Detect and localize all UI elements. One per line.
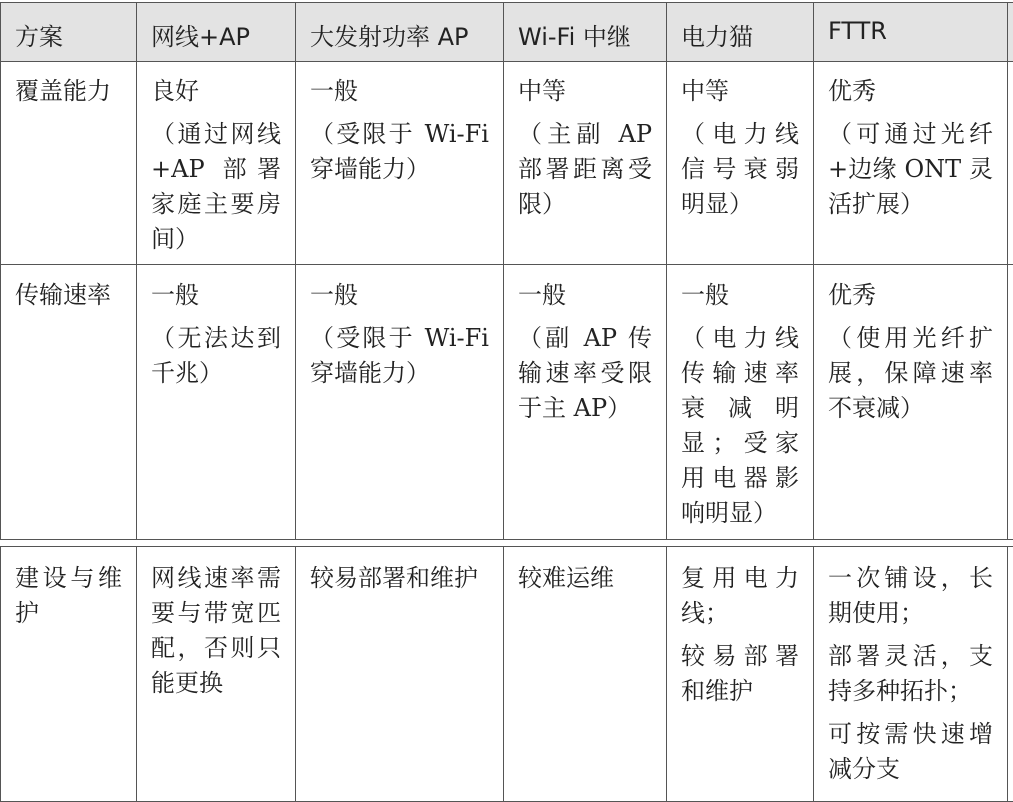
cell-note: （通过网线+AP 部署家庭主要房间） bbox=[151, 120, 281, 253]
cell-text: 网线速率需要与带宽匹配，否则只能更换 bbox=[151, 564, 281, 697]
table-row-speed bbox=[0, 264, 1013, 540]
cell-rating: 优秀 bbox=[828, 77, 876, 105]
cell-rating: 一般 bbox=[518, 281, 566, 309]
table-cell bbox=[504, 547, 667, 801]
cell-text: 较易部署和维护 bbox=[310, 564, 478, 592]
table-cell bbox=[296, 547, 504, 801]
cell-note: （主副 AP 部署距离受限） bbox=[518, 120, 652, 218]
cell-note: （受限于 Wi-Fi 穿墙能力） bbox=[310, 324, 489, 387]
cell-rating: 中等 bbox=[681, 77, 729, 105]
table-cell bbox=[814, 60, 1008, 264]
cell-note: （受限于 Wi-Fi 穿墙能力） bbox=[310, 120, 489, 183]
cell-text: 较易部署和维护 bbox=[681, 642, 799, 705]
table-cell bbox=[667, 547, 814, 801]
table-cell bbox=[296, 264, 504, 539]
cell-rating: 一般 bbox=[310, 77, 358, 105]
table-cell bbox=[504, 264, 667, 539]
table-cell bbox=[137, 547, 296, 801]
row-label-coverage bbox=[0, 60, 137, 264]
cell-text: 复用电力线； bbox=[681, 564, 799, 627]
row-label-speed bbox=[0, 264, 137, 539]
cell-rating: 中等 bbox=[518, 77, 566, 105]
table-row-deployment bbox=[0, 546, 1013, 802]
cell-note: （副 AP 传输速率受限于主 AP） bbox=[518, 324, 652, 422]
header-cell-high-power-ap: 大发射功率 AP bbox=[296, 3, 504, 61]
row-label-text: 覆盖能力 bbox=[15, 77, 111, 105]
cell-note: （电力线传输速率衰减明显；受家用电器影响明显） bbox=[681, 324, 799, 527]
row-label-text: 传输速率 bbox=[15, 281, 111, 309]
cell-note: （无法达到千兆） bbox=[151, 324, 281, 387]
table-header-row bbox=[0, 2, 1013, 62]
table-cell bbox=[667, 60, 814, 264]
cell-text: 一次铺设，长期使用； bbox=[828, 564, 993, 627]
cell-rating: 良好 bbox=[151, 77, 199, 105]
row-label-deployment bbox=[0, 547, 137, 801]
cell-note: （电力线信号衰弱明显） bbox=[681, 120, 799, 218]
cell-text: 较难运维 bbox=[518, 564, 614, 592]
cell-rating: 一般 bbox=[310, 281, 358, 309]
cell-text: 可按需快速增减分支 bbox=[828, 720, 993, 783]
header-cell-cable-ap: 网线+AP bbox=[137, 3, 296, 61]
cell-note: （可通过光纤+边缘 ONT 灵活扩展） bbox=[828, 120, 993, 218]
table-cell bbox=[296, 60, 504, 264]
table-cell bbox=[814, 547, 1008, 801]
cell-rating: 优秀 bbox=[828, 281, 876, 309]
table-row-coverage bbox=[0, 60, 1013, 265]
table-cell bbox=[504, 60, 667, 264]
table-cell bbox=[137, 264, 296, 539]
cell-text: 部署灵活，支持多种拓扑； bbox=[828, 642, 993, 705]
row-label-text: 建设与维护 bbox=[15, 564, 122, 627]
header-cell-fttr: FTTR bbox=[814, 3, 1008, 61]
cell-rating: 一般 bbox=[681, 281, 729, 309]
cell-note: （使用光纤扩展，保障速率不衰减） bbox=[828, 324, 993, 422]
header-cell-wifi-repeater: Wi-Fi 中继 bbox=[504, 3, 667, 61]
table-cell bbox=[667, 264, 814, 539]
header-cell-powerline: 电力猫 bbox=[667, 3, 814, 61]
table-cell bbox=[137, 60, 296, 264]
header-cell-scheme: 方案 bbox=[0, 3, 137, 61]
table-cell bbox=[814, 264, 1008, 539]
cell-rating: 一般 bbox=[151, 281, 199, 309]
